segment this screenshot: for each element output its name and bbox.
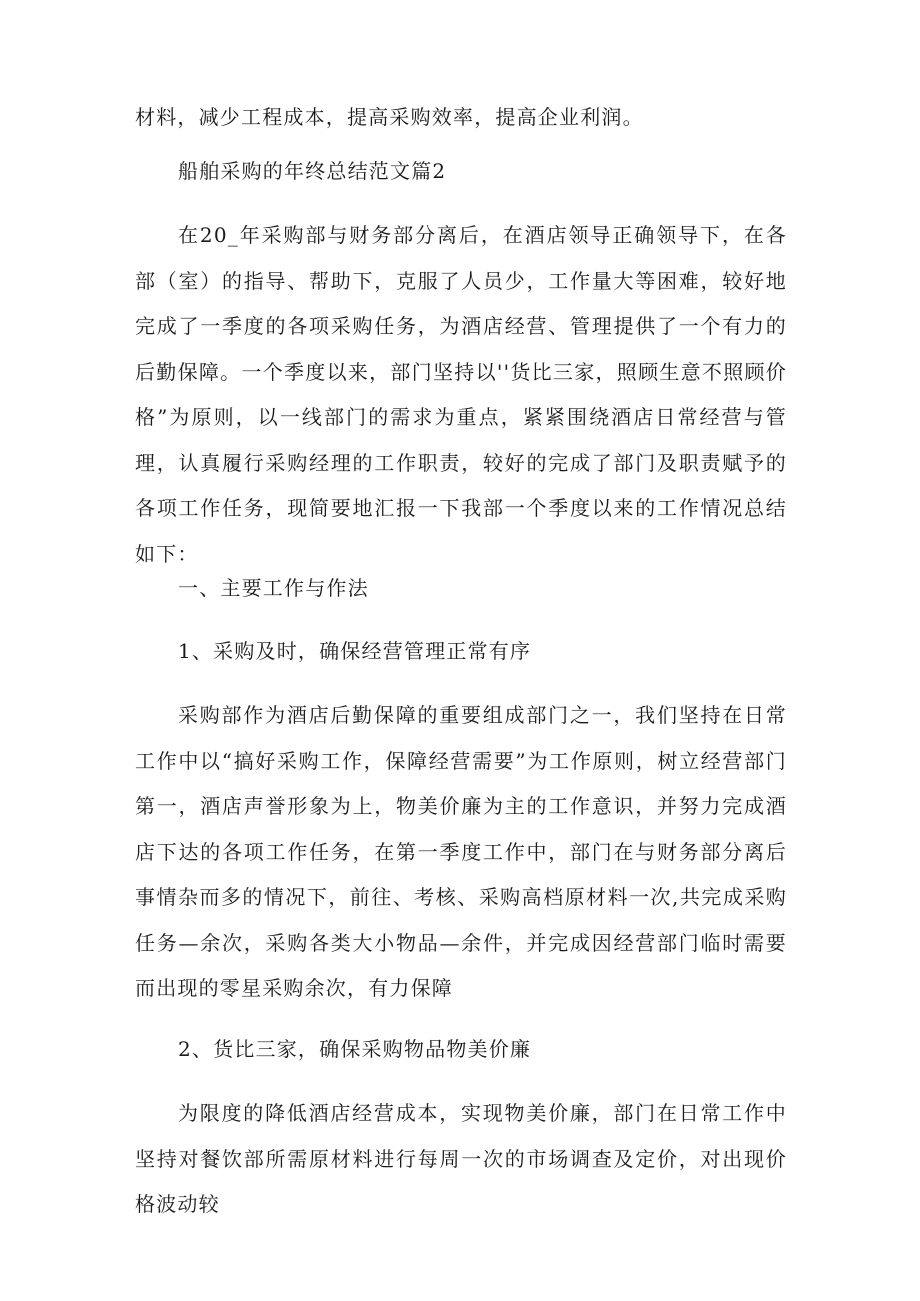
paragraph-price-comparison: 为限度的降低酒店经营成本，实现物美价廉，部门在日常工作中坚持对餐饮部所需原材料进行每周一次的市场调查及定价，对出现价格波动较 (135, 1101, 787, 1216)
paragraph-intro-tail: 材料，减少工程成本，提高采购效率，提高企业利润。 (135, 105, 644, 129)
paragraph-overview: 在20_年采购部与财务部分离后，在酒店领导正确领导下，在各部（室）的指导、帮助下，克服了人员少，工作量大等困难，较好地完成了一季度的各项采购任务，为酒店经营、管理提供了一个有力的后勤保障。一个季度以来，部门坚持以''货比三家，照顾生意不照顾价格”为原则，以一线部门的需求为重点，紧紧围绕酒店日常经营与管理，认真履行采购经理的工作职责，较好的完成了部门及职责赋予的各项工作任务，现简要地汇报一下我部一个季度以来的工作情况总结如下： (135, 223, 787, 566)
subsection-heading-price-comparison: 2、货比三家，确保采购物品物美价廉 (178, 1037, 532, 1061)
subsection-heading-timely-purchase: 1、采购及时，确保经营管理正常有序 (178, 639, 532, 663)
section-heading-main-work: 一、主要工作与作法 (178, 576, 369, 600)
paragraph-timely-purchase: 采购部作为酒店后勤保障的重要组成部门之一，我们坚持在日常工作中以“搞好采购工作，保障经营需要”为工作原则，树立经营部门第一，酒店声誉形象为上，物美价廉为主的工作意识，并努力完成酒店下达的各项工作任务，在第一季度工作中，部门在与财务部分离后事情杂而多的情况下，前往、考核、采购高档原材料一次,共完成采购任务—余次，采购各类大小物品—余件，并完成因经营部门临时需要而出现的零星采购余次，有力保障 (135, 703, 787, 1000)
article-title: 船舶采购的年终总结范文篇2 (178, 159, 447, 183)
